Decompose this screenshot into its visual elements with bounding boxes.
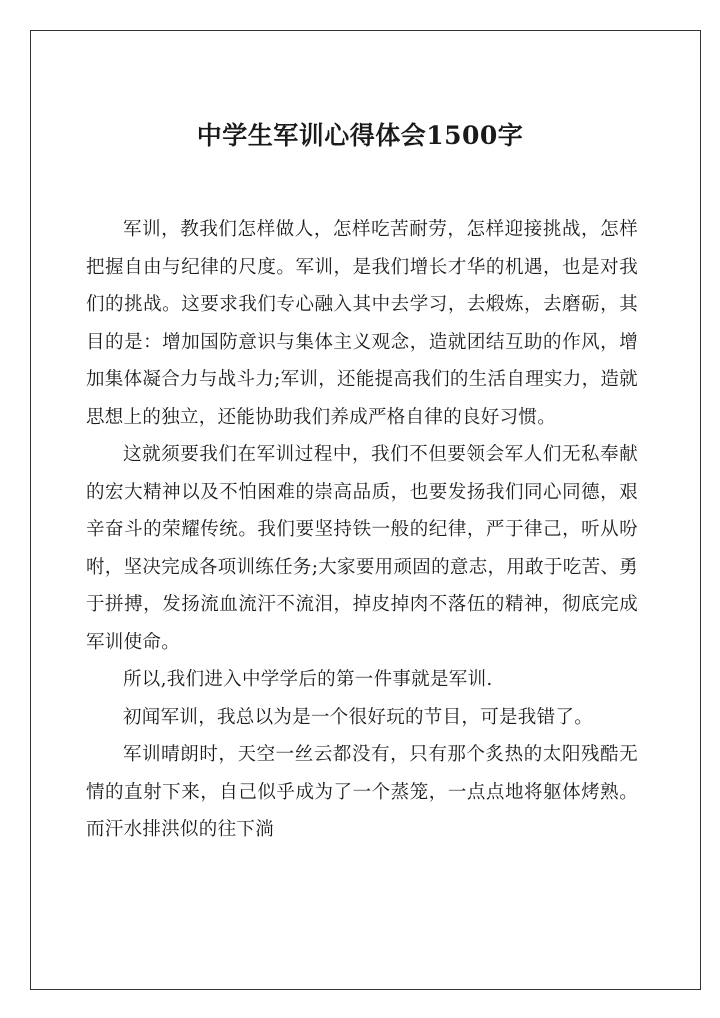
document-body <box>86 211 638 849</box>
paragraph-1: 军训，教我们怎样做人，怎样吃苦耐劳，怎样迎接挑战，怎样把握自由与纪律的尺度。军训，是我们增长才华的机遇，也是对我们的挑战。这要求我们专心融入其中去学习，去煅炼，去磨砺，其目的是：增加国防意识与集体主义观念，造就团结互助的作风，增加集体凝合力与战斗力;军训，还能提高我们的生活自理实力，造就思想上的独立，还能协助我们养成严格自律的良好习惯。 <box>86 219 638 428</box>
paragraph-4: 初闻军训，我总以为是一个很好玩的节目，可是我错了。 <box>123 706 594 728</box>
paragraph-3: 所以,我们进入中学学后的第一件事就是军训. <box>123 669 493 690</box>
paragraph-5: 军训晴朗时，天空一丝云都没有，只有那个炙热的太阳残酷无情的直射下来，自己似乎成为了一个蒸笼，一点点地将躯体烤熟。而汗水排洪似的往下淌 <box>86 744 638 840</box>
document-title: 中学生军训心得体会1500字 <box>196 121 524 150</box>
paragraph-2: 这就须要我们在军训过程中，我们不但要领会军人们无私奉献的宏大精神以及不怕困难的崇高品质，也要发扬我们同心同德，艰辛奋斗的荣耀传统。我们要坚持铁一般的纪律，严于律己，听从吩咐，坚决完成各项训练任务;大家要用顽固的意志，用敢于吃苦、勇于拼搏，发扬流血流汗不流泪，掉皮掉肉不落伍的精神，彻底完成军训使命。 <box>86 444 638 653</box>
